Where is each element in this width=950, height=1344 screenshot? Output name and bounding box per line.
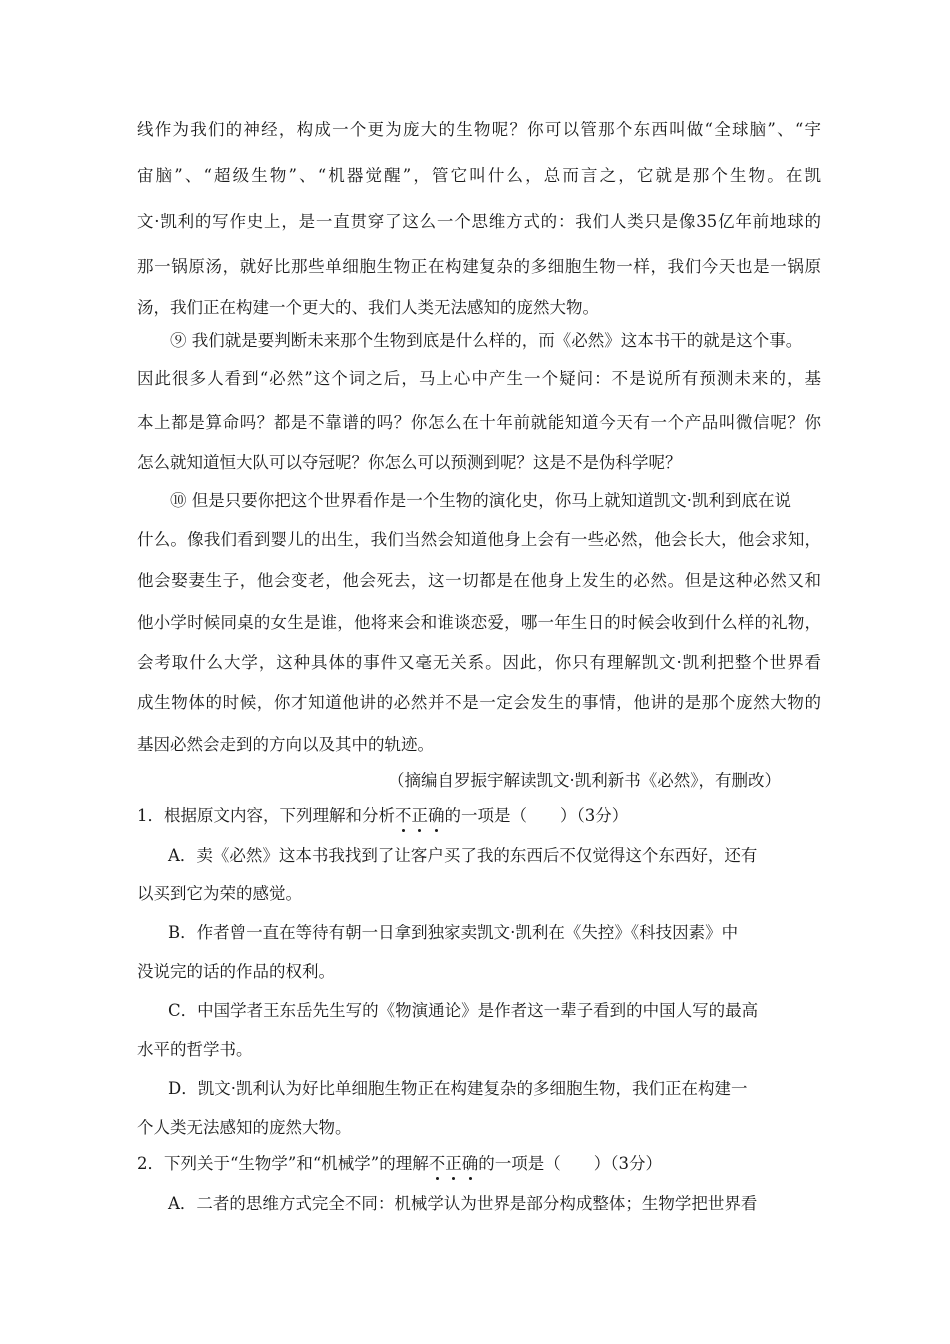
paragraph-8-line: 宙脑”、“超级生物”、“机器觉醒”，管它叫什么，总而言之，它就是那个生物。在凯 (137, 166, 821, 185)
paragraph-10-line: 他会娶妻生子，他会变老，他会死去，这一切都是在他身上发生的必然。但是这种必然又和 (137, 571, 821, 590)
emphasis-dot-char: 不 (395, 806, 412, 825)
emphasis-dot-char: 确 (428, 806, 445, 825)
paragraph-8-line: 线作为我们的神经，构成一个更为庞大的生物呢？你可以管那个东西叫做“全球脑”、“宇 (137, 120, 821, 139)
paragraph-10-line: ⑩ 但是只要你把这个世界看作是一个生物的演化史，你马上就知道凯文·凯利到底在说 (170, 491, 791, 510)
question-1-option-b: B．作者曾一直在等待有朝一日拿到独家卖凯文·凯利在《失控》《科技因素》中 (168, 923, 739, 942)
question-1-stem (137, 805, 628, 827)
paragraph-10-line: 成生物体的时候，你才知道他讲的必然并不是一定会发生的事情，他讲的是那个庞然大物的 (137, 693, 821, 712)
question-2-stem-tail: 的一项是（ ）（3分） (478, 1154, 662, 1173)
paragraph-8-line: 汤，我们正在构建一个更大的、我们人类无法感知的庞然大物。 (137, 298, 599, 317)
question-1-option-c-cont: 水平的哲学书。 (137, 1040, 253, 1059)
paragraph-10-line: 他小学时候同桌的女生是谁，他将来会和谁谈恋爱，哪一年生日的时候会收到什么样的礼物， (137, 613, 821, 632)
question-1-stem-tail: 的一项是（ ）（3分） (444, 806, 629, 825)
emphasis-dot-char: 确 (461, 1154, 479, 1173)
emphasis-dot-char: 正 (411, 806, 428, 825)
paragraph-9-line: 本上都是算命吗？都是不靠谱的吗？你怎么在十年前就能知道今天有一个产品叫微信呢？你 (137, 413, 821, 432)
question-1-stem-text: 1．根据原文内容，下列理解和分析 (137, 806, 395, 825)
paragraph-9-line: ⑨ 我们就是要判断未来那个生物到底是什么样的，而《必然》这本书干的就是这个事。 (170, 331, 803, 350)
question-1-option-a-cont: 以买到它为荣的感觉。 (137, 884, 302, 903)
paragraph-9-line: 因此很多人看到“必然”这个词之后，马上心中产生一个疑问：不是说所有预测未来的，基 (137, 369, 821, 388)
question-1-option-c: C．中国学者王东岳先生写的《物演通论》是作者这一辈子看到的中国人写的最高 (168, 1001, 759, 1020)
paragraph-8-line: 文·凯利的写作史上，是一直贯穿了这么一个思维方式的：我们人类只是像35亿年前地球的 (137, 212, 821, 231)
paragraph-10-line: 什么。像我们看到婴儿的出生，我们当然会知道他身上会有一些必然，他会长大，他会求知， (137, 530, 821, 549)
question-1-option-d: D．凯文·凯利认为好比单细胞生物正在构建复杂的多细胞生物，我们正在构建一 (168, 1079, 748, 1098)
question-1-option-b-cont: 没说完的话的作品的权利。 (137, 962, 335, 981)
question-1-option-a: A．卖《必然》这本书我找到了让客户买了我的东西后不仅觉得这个东西好，还有 (168, 846, 758, 865)
paragraph-8-line: 那一锅原汤，就好比那些单细胞生物正在构建复杂的多细胞生物一样，我们今天也是一锅原 (137, 257, 821, 276)
paragraph-10-line: 会考取什么大学，这种具体的事件又毫无关系。因此，你只有理解凯文·凯利把整个世界看 (137, 653, 821, 672)
source-note: （摘编自罗振宇解读凯文·凯利新书《必然》，有删改） (388, 771, 781, 790)
question-2-option-a: A．二者的思维方式完全不同：机械学认为世界是部分构成整体；生物学把世界看 (168, 1194, 758, 1213)
paragraph-9-line: 怎么就知道恒大队可以夺冠呢？你怎么可以预测到呢？这是不是伪科学呢？ (137, 453, 682, 472)
emphasis-dot-char: 正 (445, 1154, 462, 1173)
emphasis-dot-char: 不 (428, 1154, 446, 1173)
question-1-option-d-cont: 个人类无法感知的庞然大物。 (137, 1118, 352, 1137)
question-2-stem-text: 2．下列关于“生物学”和“机械学”的理解 (137, 1154, 429, 1173)
question-2-stem (137, 1153, 662, 1175)
paragraph-10-line: 基因必然会走到的方向以及其中的轨迹。 (137, 735, 434, 754)
